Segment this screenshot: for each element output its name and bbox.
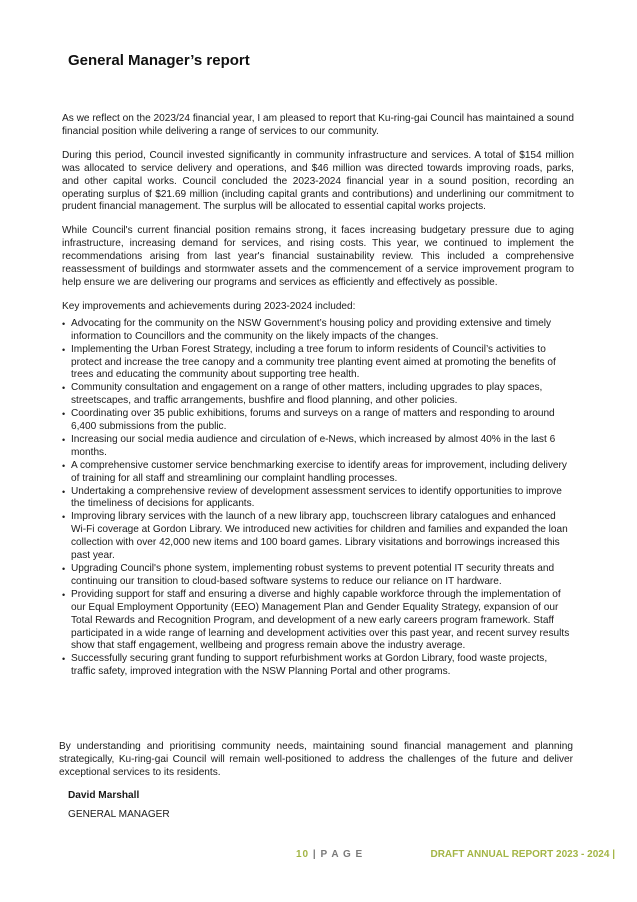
list-item: • Successfully securing grant funding to support refurbishment works at Gordon Library, food waste projects, traffic safety, improved integration with the NSW Planning Portal and other programs. (62, 653, 572, 679)
closing-paragraph: By understanding and prioritising community needs, maintaining sound financial management and planning strategically, Ku-ring-gai Council will remain well-positioned to address the challenges of the future and deliver exceptional services to its residents. (59, 741, 573, 778)
paragraph-investment: During this period, Council invested significantly in community infrastructure and services. A total of $154 million was allocated to service delivery and operations, and $46 million was directed towards improving roads, parks, and other capital works. Council concluded the 2023-2024 financial year in a sound position, recording an operating surplus of $21.69 million (including capital grants and contributions) and underlining our commitment to prudent financial management. The surplus will be allocated to essential capital works projects. (62, 149, 574, 213)
list-item: • Community consultation and engagement on a range of other matters, including upgrades to play spaces, streetscapes, and traffic arrangements, bushfire and flood planning, and other policies. (62, 382, 572, 408)
page-number: 10 (296, 849, 310, 860)
list-item: • A comprehensive customer service benchmarking exercise to identify areas for improvement, including delivery of training for all staff and streamlining our complaint handling processes. (62, 460, 572, 486)
list-item: • Undertaking a comprehensive review of development assessment services to identify opportunities to improve the timeliness of decisions for applicants. (62, 486, 572, 512)
bullets-intro: Key improvements and achievements during 2023-2024 included: (62, 300, 356, 312)
list-item: • Coordinating over 35 public exhibitions, forums and surveys on a range of matters and responding to around 6,400 submissions from the public. (62, 408, 572, 434)
paragraph-intro: As we reflect on the 2023/24 financial year, I am pleased to report that Ku-ring-gai Council has maintained a sound financial position while delivering a range of services to our community. (62, 113, 574, 137)
list-item: • Advocating for the community on the NSW Government’s housing policy and providing extensive and timely information to Councillors and the community on the likely impacts of the changes. (62, 318, 572, 344)
list-item: • Upgrading Council's phone system, implementing robust systems to prevent potential IT security threats and continuing our transition to cloud-based software systems to reduce our reliance on IT hardware. (62, 563, 572, 589)
signature-name: David Marshall (68, 790, 140, 801)
achievements-list (62, 318, 572, 679)
list-item: • Implementing the Urban Forest Strategy, including a tree forum to inform residents of Council’s activities to protect and increase the tree canopy and a community tree planting event aimed at promoting the benefits of trees and educating the community about supporting tree health. (62, 344, 572, 383)
list-item: • Improving library services with the launch of a new library app, touchscreen library catalogues and enhanced Wi-Fi coverage at Gordon Library. We introduced new activities for children and families and expanded the loan collection with over 42,000 new items and 100 board games. Library visitations and borrowings increased this past year. (62, 511, 572, 563)
paragraph-financial-position: While Council's current financial position remains strong, it faces increasing budgetary pressure due to aging infrastructure, increasing demand for services, and rising costs. This year, we continued to implement the recommendations arising from last year's financial sustainability review. This included a comprehensive reassessment of buildings and stormwater assets and the commencement of a service improvement program to help ensure we are delivering our programs and services as efficiently and effectively as possible. (62, 225, 574, 288)
report-title-footer: DRAFT ANNUAL REPORT 2023 - 2024 | (430, 849, 615, 860)
page-title: General Manager’s report (68, 52, 250, 69)
page-number-footer (296, 849, 363, 860)
list-item: • Increasing our social media audience and circulation of e-News, which increased by almost 40% in the last 6 months. (62, 434, 572, 460)
report-body (62, 113, 574, 679)
page-label: | P A G E (309, 849, 364, 860)
list-item: • Providing support for staff and ensuring a diverse and highly capable workforce through the implementation of our Equal Employment Opportunity (EEO) Management Plan and Gender Equality Strategy, expansion of our Total Rewards and Recognition Program, and development of a new early careers program framework. Staff participated in a wide range of learning and development activities over this past year, and recent survey results show that staff engagement, wellbeing and progress remain above the industry average. (62, 589, 572, 654)
signature-role: GENERAL MANAGER (68, 809, 170, 820)
